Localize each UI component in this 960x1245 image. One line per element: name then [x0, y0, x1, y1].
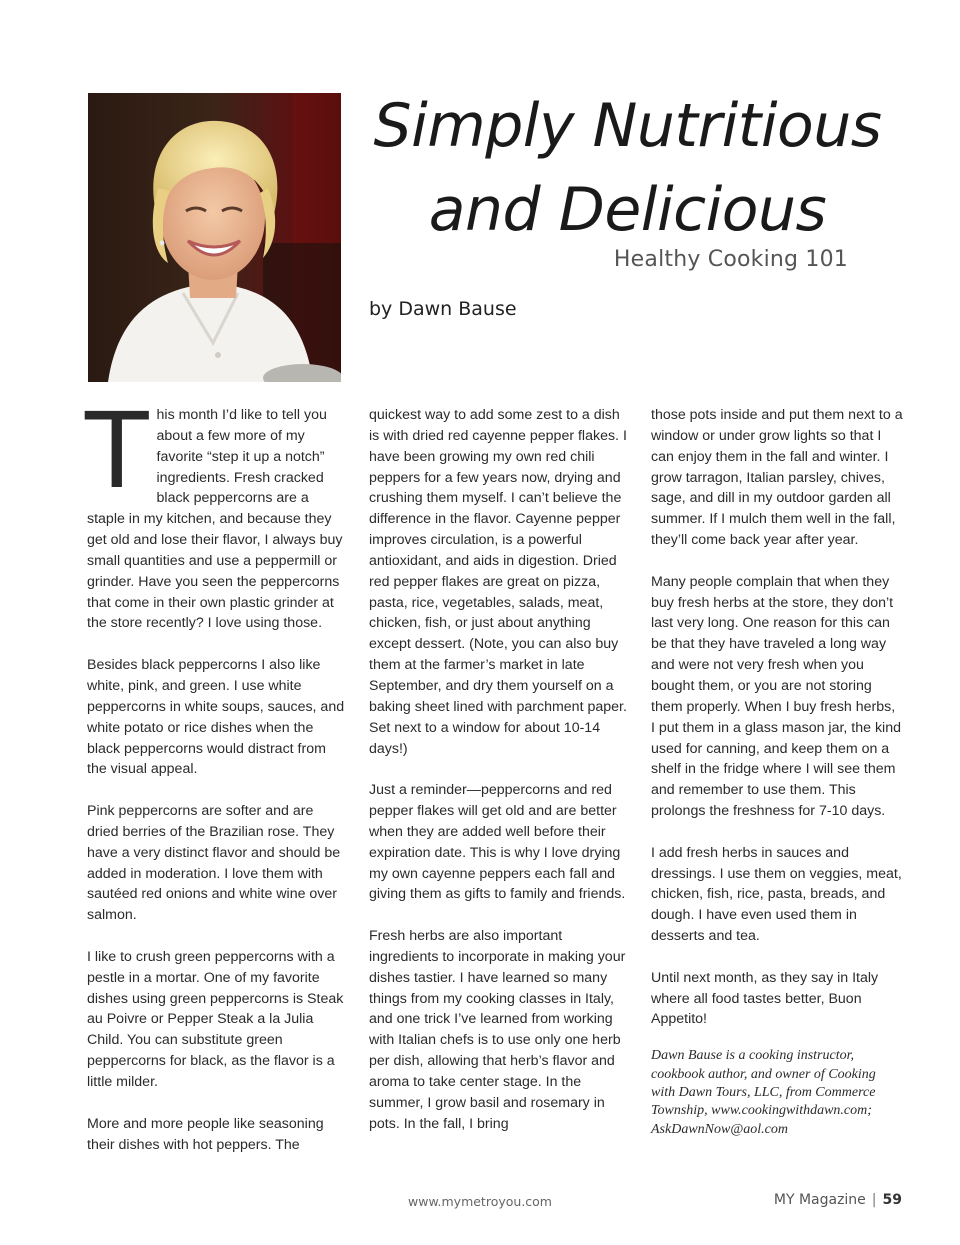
paragraph	[85, 390, 345, 634]
author-bio: Dawn Bause is a cooking instructor, cookbook author, and owner of Cooking with Dawn Tours, LLC, from Commerce Township, www.cookingwithdawn.com; AskDawnNow@aol.com	[651, 1048, 876, 1137]
chef-portrait-photo	[88, 93, 341, 382]
paragraph: I like to crush green peppercorns with a pestle in a mortar. One of my favorite dishes using green peppercorns is Steak au Poivre or Pepper Steak a la Julia Child. You can substitute green peppercorns for black, as the flavor is a little milder.	[87, 948, 344, 1090]
footer-url: www.mymetroyou.com	[408, 1194, 552, 1209]
article-subtitle: Healthy Cooking 101	[613, 247, 848, 272]
title-line-2: and Delicious	[428, 175, 827, 245]
text-column-1	[85, 390, 345, 1176]
text-column-2	[369, 405, 627, 1155]
footer-separator: |	[871, 1192, 877, 1208]
paragraph: Just a reminder—peppercorns and red pepper flakes will get old and are better when they are added well before their expiration date. This is why I love drying my own cayenne peppers each fall and giving them as gifts to family and friends.	[369, 782, 626, 903]
footer-magazine	[774, 1192, 902, 1208]
paragraph: Until next month, as they say in Italy where all food tastes better, Buon Appetito!	[651, 969, 879, 1028]
article-title	[355, 84, 900, 252]
paragraph-text: his month I’d like to tell you about a few more of my favorite “step it up a notch” ingredients. Fresh cracked black peppercorns are a staple in my kitchen, and because they get old and lose their flavor, I always buy small quantities and use a peppermill or grinder. Have you seen the peppercorns that come in their own plastic grinder at the store recently? I love using those.	[87, 407, 343, 632]
paragraph: I add fresh herbs in sauces and dressings. I use them on veggies, meat, chicken, fish, rice, pasta, breads, and dough. I have even used them in desserts and tea.	[651, 844, 902, 945]
paragraph: More and more people like seasoning their dishes with hot peppers. The	[87, 1115, 324, 1153]
magazine-name: MY Magazine	[773, 1192, 866, 1208]
paragraph: Pink peppercorns are softer and are dried berries of the Brazilian rose. They have a very distinct flavor and should be added in moderation. I love them with sautéed red onions and white wine over salmon.	[87, 803, 341, 924]
paragraph: those pots inside and put them next to a window or under grow lights so that I can enjoy them in the fall and winter. I grow tarragon, Italian parsley, chives, sage, and dill in my outdoor garden all summer. If I mulch them well in the fall, they’ll come back year after year.	[651, 407, 903, 549]
byline: by Dawn Bause	[369, 298, 517, 320]
author-photo	[88, 93, 341, 382]
page-number: 59	[882, 1192, 902, 1208]
paragraph: Many people complain that when they buy fresh herbs at the store, they don’t last very long. One reason for this can be that they have traveled a long way and were not very fresh when you bought them, or you are not storing them properly. When I buy fresh herbs, I put them in a glass mason jar, the kind used for canning, and keep them on a shelf in the fridge where I will see them and remember to use them. This prolongs the freshness for 7-10 days.	[651, 573, 901, 820]
drop-cap: T	[85, 390, 149, 512]
paragraph: Fresh herbs are also important ingredients to incorporate in making your dishes tastier. I have learned so many things from my cooking classes in Italy, and one trick I’ve learned from working with Italian chefs is to use only one herb per dish, allowing that herb’s flavor and aroma to take center stage. In the summer, I grow basil and rosemary in pots. In the fall, I bring	[369, 928, 626, 1132]
paragraph: Besides black peppercorns I also like white, pink, and green. I use white peppercorns in white soups, sauces, and white potato or rice dishes when the black peppercorns would distract from the visual appeal.	[87, 657, 345, 778]
paragraph: quickest way to add some zest to a dish is with dried red cayenne pepper flakes. I have been growing my own red chili peppers for a few years now, drying and crushing them myself. I can’t believe the difference in the flavor. Cayenne pepper improves circulation, is a powerful antioxidant, and aids in digestion. Dried red pepper flakes are great on pizza, pasta, rice, vegetables, salads, meat, chicken, fish, or just about anything except dessert. (Note, you can also buy them at the farmer’s market in late September, and dry them yourself on a baking sheet lined with parchment paper. Set next to a window for about 10-14 days!)	[369, 407, 627, 757]
text-column-3	[651, 405, 903, 1139]
title-line-1: Simply Nutritious	[373, 91, 882, 161]
